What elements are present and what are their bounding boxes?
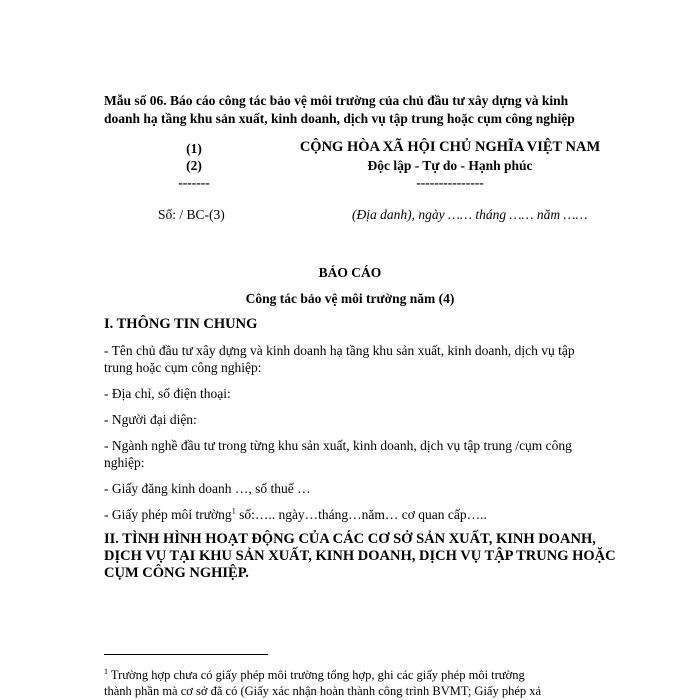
- section1-item6-prefix: - Giấy phép môi trường: [104, 507, 232, 522]
- form-title-line2: doanh hạ tầng khu sản xuất, kinh doanh, dịch vụ tập trung hoặc cụm công nghiệp: [104, 111, 575, 126]
- footnote-separator: [104, 654, 268, 655]
- section1-item2: - Địa chỉ, số điện thoại:: [104, 386, 231, 401]
- header-left-separator: -------: [178, 175, 210, 190]
- footnote-line2: thành phần mà cơ sở đã có (Giấy xác nhận hoàn thành công trình BVMT; Giấy phép xả: [104, 684, 542, 698]
- section1-heading: I. THÔNG TIN CHUNG: [104, 316, 258, 332]
- place-and-date: (Địa danh), ngày …… tháng …… năm ……: [352, 207, 588, 222]
- section1-item3: - Người đại diện:: [104, 412, 197, 427]
- header-left-1: (1): [186, 141, 202, 156]
- section2-heading-line3: CỤM CÔNG NGHIỆP.: [104, 565, 249, 581]
- report-title: BÁO CÁO: [318, 265, 382, 280]
- national-title: CỘNG HÒA XÃ HỘI CHỦ NGHĨA VIỆT NAM: [299, 139, 601, 155]
- footnote-ref-1[interactable]: 1: [231, 506, 236, 516]
- report-subtitle: Công tác bảo vệ môi trường năm (4): [245, 291, 455, 306]
- header-right-separator: ---------------: [416, 175, 484, 190]
- section1-item6-suffix: số:….. ngày…tháng…năm… cơ quan cấp…..: [235, 507, 487, 522]
- section1-item6: [104, 506, 487, 523]
- footnote-marker: 1: [104, 666, 108, 676]
- section1-item1-line2: trung hoặc cụm công nghiệp:: [104, 360, 262, 375]
- section2-heading-line2: DỊCH VỤ TẠI KHU SẢN XUẤT, KINH DOANH, DỊCH VỤ TẬP TRUNG HOẶC: [104, 548, 616, 564]
- national-motto: Độc lập - Tự do - Hạnh phúc: [367, 158, 533, 173]
- document-number: Số: / BC-(3): [158, 207, 225, 222]
- footnote-text-line1: Trường hợp chưa có giấy phép môi trường tổng hợp, ghi các giấy phép môi trường: [108, 668, 525, 682]
- section1-item1-line1: - Tên chủ đầu tư xây dựng và kinh doanh hạ tầng khu sản xuất, kinh doanh, dịch vụ tập: [104, 343, 575, 358]
- section1-item4-line1: - Ngành nghề đầu tư trong từng khu sản xuất, kinh doanh, dịch vụ tập trung /cụm công: [104, 438, 572, 453]
- section1-item4-line2: nghiệp:: [104, 455, 145, 470]
- header-left-2: (2): [186, 158, 202, 173]
- footnote-line1: [104, 668, 525, 683]
- section1-item5: - Giấy đăng kinh doanh …, số thuế …: [104, 481, 311, 496]
- section2-heading-line1: II. TÌNH HÌNH HOẠT ĐỘNG CỦA CÁC CƠ SỞ SẢN XUẤT, KINH DOANH,: [104, 531, 596, 547]
- form-title-line1: Mẫu số 06. Báo cáo công tác bảo vệ môi trường của chủ đầu tư xây dựng và kinh: [104, 93, 569, 108]
